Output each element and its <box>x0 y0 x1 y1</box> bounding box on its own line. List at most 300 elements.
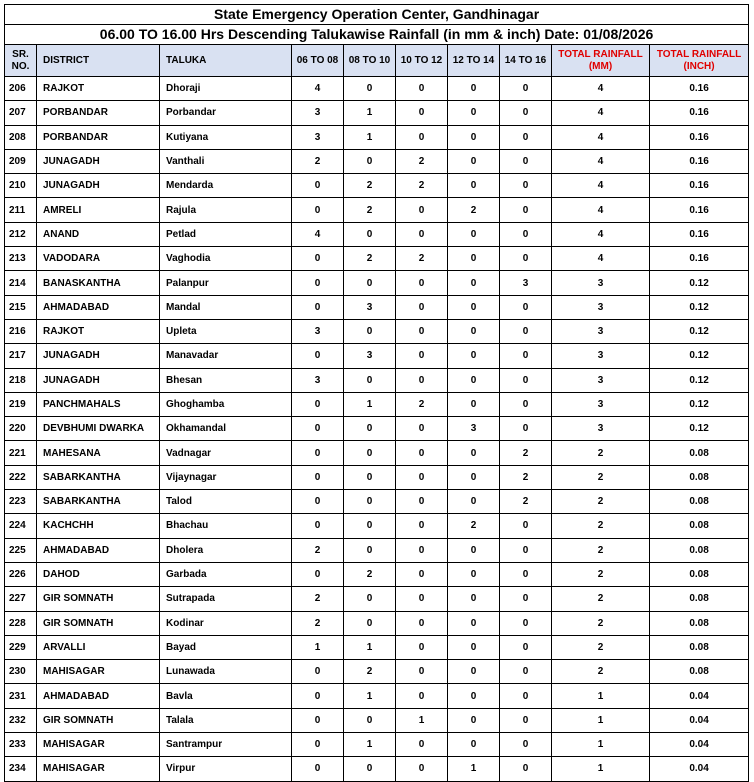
rain-12-14-cell: 0 <box>448 344 500 368</box>
district-cell: ARVALLI <box>37 635 160 659</box>
table-row <box>5 319 749 343</box>
report-title: State Emergency Operation Center, Gandhinagar <box>5 5 749 25</box>
total-mm-cell: 2 <box>552 441 650 465</box>
rain-12-14-cell: 0 <box>448 247 500 271</box>
table-row <box>5 514 749 538</box>
sr-no-cell: 211 <box>5 198 37 222</box>
sr-no-cell: 223 <box>5 490 37 514</box>
sr-no-cell: 233 <box>5 733 37 757</box>
total-inch-cell: 0.16 <box>650 247 749 271</box>
district-cell: MAHISAGAR <box>37 733 160 757</box>
rain-14-16-cell: 0 <box>500 125 552 149</box>
rain-08-10-cell: 0 <box>344 368 396 392</box>
table-row <box>5 247 749 271</box>
rain-08-10-cell: 0 <box>344 587 396 611</box>
table-row <box>5 733 749 757</box>
table-row <box>5 271 749 295</box>
rain-08-10-cell: 0 <box>344 708 396 732</box>
taluka-cell: Bhesan <box>160 368 292 392</box>
rain-08-10-cell: 0 <box>344 490 396 514</box>
sr-no-cell: 219 <box>5 392 37 416</box>
total-mm-cell: 2 <box>552 660 650 684</box>
rain-06-08-cell: 3 <box>292 368 344 392</box>
total-mm-cell: 3 <box>552 295 650 319</box>
taluka-cell: Ghoghamba <box>160 392 292 416</box>
rain-14-16-cell: 0 <box>500 635 552 659</box>
rain-08-10-cell: 2 <box>344 198 396 222</box>
sr-no-cell: 210 <box>5 174 37 198</box>
rain-06-08-cell: 0 <box>292 174 344 198</box>
sr-no-cell: 229 <box>5 635 37 659</box>
rain-06-08-cell: 0 <box>292 660 344 684</box>
table-row <box>5 538 749 562</box>
sr-no-cell: 209 <box>5 149 37 173</box>
rain-14-16-cell: 2 <box>500 490 552 514</box>
rain-06-08-cell: 2 <box>292 587 344 611</box>
header-total-mm: TOTAL RAINFALL (MM) <box>552 45 650 77</box>
rain-12-14-cell: 0 <box>448 490 500 514</box>
rain-08-10-cell: 2 <box>344 247 396 271</box>
rain-10-12-cell: 0 <box>396 660 448 684</box>
total-mm-cell: 4 <box>552 149 650 173</box>
rain-08-10-cell: 0 <box>344 319 396 343</box>
rainfall-table <box>4 4 749 782</box>
rain-08-10-cell: 1 <box>344 635 396 659</box>
sr-no-cell: 230 <box>5 660 37 684</box>
rain-08-10-cell: 3 <box>344 344 396 368</box>
taluka-cell: Bavla <box>160 684 292 708</box>
total-inch-cell: 0.08 <box>650 490 749 514</box>
table-row <box>5 198 749 222</box>
total-mm-cell: 2 <box>552 611 650 635</box>
sr-no-cell: 206 <box>5 77 37 101</box>
taluka-cell: Vanthali <box>160 149 292 173</box>
rain-08-10-cell: 2 <box>344 660 396 684</box>
rain-06-08-cell: 3 <box>292 125 344 149</box>
table-row <box>5 660 749 684</box>
rain-12-14-cell: 0 <box>448 733 500 757</box>
taluka-cell: Petlad <box>160 222 292 246</box>
table-row <box>5 149 749 173</box>
table-row <box>5 392 749 416</box>
taluka-cell: Vaghodia <box>160 247 292 271</box>
rain-10-12-cell: 0 <box>396 465 448 489</box>
taluka-cell: Manavadar <box>160 344 292 368</box>
rain-12-14-cell: 0 <box>448 587 500 611</box>
rain-14-16-cell: 0 <box>500 562 552 586</box>
rain-14-16-cell: 0 <box>500 684 552 708</box>
total-mm-cell: 1 <box>552 708 650 732</box>
rain-08-10-cell: 0 <box>344 77 396 101</box>
total-mm-cell: 3 <box>552 417 650 441</box>
rain-14-16-cell: 0 <box>500 514 552 538</box>
rain-10-12-cell: 0 <box>396 417 448 441</box>
rain-10-12-cell: 2 <box>396 149 448 173</box>
rain-10-12-cell: 0 <box>396 319 448 343</box>
rain-08-10-cell: 1 <box>344 125 396 149</box>
sr-no-cell: 213 <box>5 247 37 271</box>
total-inch-cell: 0.16 <box>650 198 749 222</box>
total-inch-cell: 0.12 <box>650 417 749 441</box>
total-mm-cell: 4 <box>552 247 650 271</box>
district-cell: SABARKANTHA <box>37 465 160 489</box>
taluka-cell: Upleta <box>160 319 292 343</box>
rain-14-16-cell: 0 <box>500 708 552 732</box>
rain-14-16-cell: 0 <box>500 538 552 562</box>
rain-12-14-cell: 0 <box>448 368 500 392</box>
rain-10-12-cell: 0 <box>396 611 448 635</box>
taluka-cell: Vadnagar <box>160 441 292 465</box>
table-row <box>5 441 749 465</box>
taluka-cell: Dhoraji <box>160 77 292 101</box>
district-cell: MAHESANA <box>37 441 160 465</box>
sr-no-cell: 214 <box>5 271 37 295</box>
total-mm-cell: 1 <box>552 757 650 781</box>
district-cell: GIR SOMNATH <box>37 611 160 635</box>
header-12-to-14: 12 TO 14 <box>448 45 500 77</box>
district-cell: DAHOD <box>37 562 160 586</box>
district-cell: PANCHMAHALS <box>37 392 160 416</box>
rain-06-08-cell: 4 <box>292 77 344 101</box>
sr-no-cell: 225 <box>5 538 37 562</box>
rain-12-14-cell: 0 <box>448 684 500 708</box>
total-mm-cell: 2 <box>552 490 650 514</box>
header-06-to-08: 06 TO 08 <box>292 45 344 77</box>
rain-06-08-cell: 0 <box>292 295 344 319</box>
total-mm-cell: 4 <box>552 222 650 246</box>
rain-10-12-cell: 0 <box>396 295 448 319</box>
sr-no-cell: 234 <box>5 757 37 781</box>
table-row <box>5 417 749 441</box>
taluka-cell: Talod <box>160 490 292 514</box>
taluka-cell: Mendarda <box>160 174 292 198</box>
rain-14-16-cell: 0 <box>500 392 552 416</box>
total-mm-cell: 2 <box>552 587 650 611</box>
rain-12-14-cell: 0 <box>448 125 500 149</box>
header-taluka: TALUKA <box>160 45 292 77</box>
taluka-cell: Santrampur <box>160 733 292 757</box>
sr-no-cell: 212 <box>5 222 37 246</box>
rain-12-14-cell: 0 <box>448 101 500 125</box>
sr-no-cell: 222 <box>5 465 37 489</box>
district-cell: RAJKOT <box>37 77 160 101</box>
total-inch-cell: 0.16 <box>650 222 749 246</box>
total-inch-cell: 0.16 <box>650 125 749 149</box>
rain-08-10-cell: 0 <box>344 417 396 441</box>
rain-10-12-cell: 2 <box>396 392 448 416</box>
table-row <box>5 295 749 319</box>
total-inch-cell: 0.04 <box>650 757 749 781</box>
rain-06-08-cell: 0 <box>292 562 344 586</box>
rain-12-14-cell: 0 <box>448 222 500 246</box>
header-total-inch: TOTAL RAINFALL (INCH) <box>650 45 749 77</box>
rain-12-14-cell: 0 <box>448 611 500 635</box>
sr-no-cell: 215 <box>5 295 37 319</box>
rain-14-16-cell: 0 <box>500 660 552 684</box>
total-mm-cell: 4 <box>552 125 650 149</box>
sr-no-cell: 224 <box>5 514 37 538</box>
rain-06-08-cell: 0 <box>292 271 344 295</box>
total-mm-cell: 2 <box>552 514 650 538</box>
total-mm-cell: 4 <box>552 77 650 101</box>
total-inch-cell: 0.04 <box>650 684 749 708</box>
rain-10-12-cell: 0 <box>396 587 448 611</box>
rain-10-12-cell: 0 <box>396 562 448 586</box>
rain-14-16-cell: 0 <box>500 319 552 343</box>
sr-no-cell: 208 <box>5 125 37 149</box>
district-cell: JUNAGADH <box>37 368 160 392</box>
rain-06-08-cell: 0 <box>292 344 344 368</box>
sr-no-cell: 220 <box>5 417 37 441</box>
rain-06-08-cell: 3 <box>292 319 344 343</box>
rain-06-08-cell: 2 <box>292 538 344 562</box>
sr-no-cell: 226 <box>5 562 37 586</box>
total-mm-cell: 3 <box>552 392 650 416</box>
rain-06-08-cell: 4 <box>292 222 344 246</box>
taluka-cell: Dholera <box>160 538 292 562</box>
total-inch-cell: 0.08 <box>650 635 749 659</box>
total-inch-cell: 0.08 <box>650 587 749 611</box>
total-inch-cell: 0.16 <box>650 149 749 173</box>
district-cell: JUNAGADH <box>37 344 160 368</box>
total-inch-cell: 0.08 <box>650 514 749 538</box>
rain-12-14-cell: 0 <box>448 635 500 659</box>
rain-10-12-cell: 0 <box>396 125 448 149</box>
header-district: DISTRICT <box>37 45 160 77</box>
rain-08-10-cell: 1 <box>344 101 396 125</box>
total-inch-cell: 0.16 <box>650 77 749 101</box>
rain-10-12-cell: 0 <box>396 344 448 368</box>
total-mm-cell: 3 <box>552 344 650 368</box>
rain-14-16-cell: 0 <box>500 757 552 781</box>
rain-12-14-cell: 3 <box>448 417 500 441</box>
rain-14-16-cell: 0 <box>500 733 552 757</box>
rain-08-10-cell: 2 <box>344 174 396 198</box>
district-cell: AHMADABAD <box>37 684 160 708</box>
table-row <box>5 562 749 586</box>
rain-12-14-cell: 0 <box>448 538 500 562</box>
rain-10-12-cell: 2 <box>396 174 448 198</box>
rain-10-12-cell: 0 <box>396 101 448 125</box>
sr-no-cell: 231 <box>5 684 37 708</box>
rain-14-16-cell: 0 <box>500 295 552 319</box>
table-row <box>5 684 749 708</box>
rain-14-16-cell: 2 <box>500 441 552 465</box>
rain-08-10-cell: 0 <box>344 757 396 781</box>
rain-14-16-cell: 0 <box>500 417 552 441</box>
rain-10-12-cell: 0 <box>396 684 448 708</box>
rain-10-12-cell: 0 <box>396 733 448 757</box>
rain-08-10-cell: 1 <box>344 733 396 757</box>
taluka-cell: Bhachau <box>160 514 292 538</box>
taluka-cell: Palanpur <box>160 271 292 295</box>
table-row <box>5 368 749 392</box>
district-cell: MAHISAGAR <box>37 660 160 684</box>
table-row <box>5 465 749 489</box>
table-row <box>5 635 749 659</box>
rain-12-14-cell: 0 <box>448 77 500 101</box>
total-inch-cell: 0.16 <box>650 101 749 125</box>
district-cell: JUNAGADH <box>37 174 160 198</box>
rain-10-12-cell: 0 <box>396 490 448 514</box>
rain-08-10-cell: 2 <box>344 562 396 586</box>
total-mm-cell: 2 <box>552 465 650 489</box>
rain-14-16-cell: 0 <box>500 587 552 611</box>
total-mm-cell: 2 <box>552 538 650 562</box>
rain-06-08-cell: 0 <box>292 465 344 489</box>
rain-10-12-cell: 1 <box>396 708 448 732</box>
taluka-cell: Garbada <box>160 562 292 586</box>
rain-06-08-cell: 2 <box>292 149 344 173</box>
sr-no-cell: 227 <box>5 587 37 611</box>
header-08-to-10: 08 TO 10 <box>344 45 396 77</box>
rain-06-08-cell: 0 <box>292 198 344 222</box>
rain-06-08-cell: 0 <box>292 247 344 271</box>
rain-10-12-cell: 0 <box>396 271 448 295</box>
rain-14-16-cell: 0 <box>500 368 552 392</box>
district-cell: GIR SOMNATH <box>37 708 160 732</box>
sr-no-cell: 218 <box>5 368 37 392</box>
rain-12-14-cell: 0 <box>448 392 500 416</box>
sr-no-cell: 232 <box>5 708 37 732</box>
rain-14-16-cell: 0 <box>500 222 552 246</box>
rain-06-08-cell: 1 <box>292 635 344 659</box>
taluka-cell: Rajula <box>160 198 292 222</box>
rain-14-16-cell: 0 <box>500 198 552 222</box>
table-row <box>5 77 749 101</box>
total-inch-cell: 0.16 <box>650 174 749 198</box>
district-cell: ANAND <box>37 222 160 246</box>
total-mm-cell: 2 <box>552 562 650 586</box>
district-cell: MAHISAGAR <box>37 757 160 781</box>
total-inch-cell: 0.08 <box>650 465 749 489</box>
rain-12-14-cell: 0 <box>448 319 500 343</box>
rain-06-08-cell: 0 <box>292 708 344 732</box>
rainfall-rows <box>5 77 749 782</box>
taluka-cell: Kutiyana <box>160 125 292 149</box>
district-cell: SABARKANTHA <box>37 490 160 514</box>
total-inch-cell: 0.12 <box>650 319 749 343</box>
total-mm-cell: 1 <box>552 684 650 708</box>
total-inch-cell: 0.12 <box>650 344 749 368</box>
total-inch-cell: 0.12 <box>650 295 749 319</box>
total-inch-cell: 0.08 <box>650 441 749 465</box>
rain-10-12-cell: 0 <box>396 222 448 246</box>
taluka-cell: Kodinar <box>160 611 292 635</box>
total-mm-cell: 1 <box>552 733 650 757</box>
district-cell: GIR SOMNATH <box>37 587 160 611</box>
rain-06-08-cell: 0 <box>292 733 344 757</box>
rain-12-14-cell: 0 <box>448 708 500 732</box>
rain-10-12-cell: 0 <box>396 514 448 538</box>
rain-12-14-cell: 2 <box>448 514 500 538</box>
total-mm-cell: 4 <box>552 198 650 222</box>
rain-08-10-cell: 0 <box>344 514 396 538</box>
sr-no-cell: 217 <box>5 344 37 368</box>
district-cell: AHMADABAD <box>37 295 160 319</box>
total-mm-cell: 3 <box>552 319 650 343</box>
column-header-row <box>5 45 749 77</box>
district-cell: VADODARA <box>37 247 160 271</box>
rain-12-14-cell: 0 <box>448 660 500 684</box>
rain-08-10-cell: 1 <box>344 684 396 708</box>
taluka-cell: Porbandar <box>160 101 292 125</box>
rain-14-16-cell: 0 <box>500 611 552 635</box>
total-inch-cell: 0.04 <box>650 733 749 757</box>
rain-08-10-cell: 3 <box>344 295 396 319</box>
rain-10-12-cell: 0 <box>396 635 448 659</box>
rain-10-12-cell: 0 <box>396 757 448 781</box>
table-row <box>5 222 749 246</box>
rain-12-14-cell: 0 <box>448 562 500 586</box>
rain-08-10-cell: 0 <box>344 538 396 562</box>
header-10-to-12: 10 TO 12 <box>396 45 448 77</box>
rain-12-14-cell: 0 <box>448 271 500 295</box>
rain-12-14-cell: 0 <box>448 174 500 198</box>
sr-no-cell: 221 <box>5 441 37 465</box>
taluka-cell: Bayad <box>160 635 292 659</box>
total-inch-cell: 0.08 <box>650 660 749 684</box>
district-cell: AMRELI <box>37 198 160 222</box>
total-mm-cell: 4 <box>552 174 650 198</box>
rain-14-16-cell: 3 <box>500 271 552 295</box>
rain-14-16-cell: 0 <box>500 77 552 101</box>
total-mm-cell: 3 <box>552 368 650 392</box>
taluka-cell: Sutrapada <box>160 587 292 611</box>
rain-14-16-cell: 0 <box>500 247 552 271</box>
rain-12-14-cell: 1 <box>448 757 500 781</box>
rain-12-14-cell: 0 <box>448 441 500 465</box>
rain-08-10-cell: 1 <box>344 392 396 416</box>
rain-10-12-cell: 0 <box>396 198 448 222</box>
rain-08-10-cell: 0 <box>344 441 396 465</box>
district-cell: PORBANDAR <box>37 125 160 149</box>
total-inch-cell: 0.08 <box>650 538 749 562</box>
rain-14-16-cell: 0 <box>500 174 552 198</box>
rain-08-10-cell: 0 <box>344 222 396 246</box>
report-subtitle: 06.00 TO 16.00 Hrs Descending Talukawise Rainfall (in mm & inch) Date: 01/08/2026 <box>5 25 749 45</box>
district-cell: PORBANDAR <box>37 101 160 125</box>
rain-06-08-cell: 0 <box>292 417 344 441</box>
rain-08-10-cell: 0 <box>344 271 396 295</box>
total-inch-cell: 0.12 <box>650 368 749 392</box>
total-inch-cell: 0.12 <box>650 271 749 295</box>
rain-06-08-cell: 0 <box>292 514 344 538</box>
district-cell: RAJKOT <box>37 319 160 343</box>
rain-06-08-cell: 0 <box>292 684 344 708</box>
total-inch-cell: 0.08 <box>650 611 749 635</box>
total-inch-cell: 0.08 <box>650 562 749 586</box>
table-row <box>5 757 749 781</box>
rain-08-10-cell: 0 <box>344 149 396 173</box>
table-row <box>5 344 749 368</box>
rain-10-12-cell: 0 <box>396 368 448 392</box>
table-row <box>5 125 749 149</box>
total-inch-cell: 0.12 <box>650 392 749 416</box>
taluka-cell: Okhamandal <box>160 417 292 441</box>
rain-12-14-cell: 0 <box>448 465 500 489</box>
rain-14-16-cell: 0 <box>500 344 552 368</box>
district-cell: JUNAGADH <box>37 149 160 173</box>
total-inch-cell: 0.04 <box>650 708 749 732</box>
total-mm-cell: 3 <box>552 271 650 295</box>
table-row <box>5 174 749 198</box>
rain-14-16-cell: 0 <box>500 101 552 125</box>
rain-12-14-cell: 0 <box>448 295 500 319</box>
rain-10-12-cell: 0 <box>396 77 448 101</box>
rain-06-08-cell: 0 <box>292 392 344 416</box>
rain-08-10-cell: 0 <box>344 611 396 635</box>
